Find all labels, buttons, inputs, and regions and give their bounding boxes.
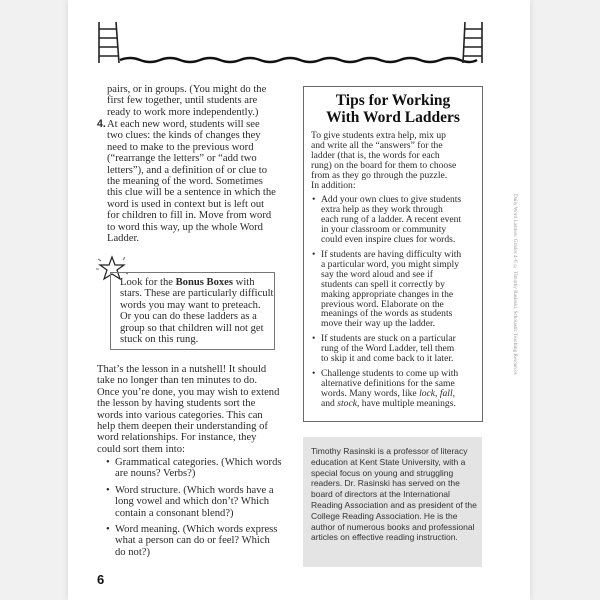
tips-title: Tips for Working With Word Ladders: [326, 92, 460, 126]
list-item-text: [321, 369, 461, 409]
list-item: [312, 367, 461, 409]
list-item-text: Word meaning. (Which words express what a person can do or feel? Which do not?): [115, 524, 278, 558]
left-ladder-icon: [99, 22, 119, 63]
tips-intro: To give students extra help, mix up and write all the “answers” for the ladder (that is, the words for each rung) on the board for them to choose from as they go through the puzzle. In addition:: [311, 130, 457, 191]
bullet: •: [106, 484, 110, 496]
list-item-text: Grammatical categories. (Which words are nouns? Verbs?): [115, 457, 282, 480]
tips-box: [303, 86, 483, 422]
text: and: [321, 397, 335, 409]
author-bio-box: [303, 437, 482, 567]
example-words: lock, fall,: [419, 387, 456, 399]
bonus-boxes-emphasis: Bonus Boxes: [175, 277, 234, 288]
category-list: [106, 457, 282, 563]
page-number: 6: [97, 572, 105, 587]
tips-list: [312, 194, 462, 409]
nutshell-paragraph: That’s the lesson in a nutshell! It should take no longer than ten minutes to do. Once you’re done, you may wish to extend the lesson by having students sort the words into various categories. This can help them deepen their understanding of word relationships. For instance, they could sort them into:: [97, 364, 280, 455]
list-item-text: Word structure. (Which words have a long vowel and which don’t? Which contain a consonant blend?): [115, 484, 274, 519]
bullet: •: [312, 367, 316, 379]
list-item: [312, 194, 462, 246]
bullet: •: [106, 457, 110, 468]
bonus-box-tip: [110, 272, 275, 350]
list-item-text: If students are stuck on a particular rung of the Word Ladder, tell them to skip it and come back to it later.: [321, 333, 456, 365]
bonus-text-lead: Look for the: [120, 277, 176, 288]
side-credit: Daily Word Ladders: Grades 4–6 © Timothy Rasinski, Scholastic Teaching Resources: [512, 194, 518, 375]
right-ladder-icon: [463, 22, 482, 63]
list-item: [312, 333, 461, 365]
text: Challenge students to come up with alternative definitions for the same words. Many words, like: [321, 367, 459, 399]
list-item-text: Add your own clues to give students extra help as they work through each rung of a ladder. A recent event in your classroom or community could even inspire clues for words.: [321, 194, 462, 246]
bonus-text-rest: with stars. These are particularly difficult words you may want to preteach. Or you can do these ladders as a group so that children will not get stuck on this rung.: [120, 277, 274, 346]
text: have multiple meanings.: [359, 397, 456, 409]
list-item: [106, 457, 282, 480]
step-number: 4.: [97, 118, 106, 130]
list-item: [106, 524, 282, 558]
bonus-box-text: [120, 277, 273, 345]
bullet: •: [312, 333, 316, 345]
list-item: [312, 248, 462, 330]
author-bio-text: Timothy Rasinski is a professor of literacy education at Kent State University, with a special focus on young and struggling readers. Dr. Rasinski has served on the board of directors at the International Reading Association and as president of the College Reading Association. He is the author of numerous books and professional articles on effective reading instruction.: [311, 446, 477, 543]
bullet: •: [312, 248, 316, 260]
step-4-text: At each new word, students will see two clues: the kinds of changes they need to make to the previous word (“rearrange the letters” or “add two letters”), and a definition of or clue to the meaning of the word. Sometimes this clue will be a sentence in which the word is used in context but is left out for children to fill in. Move from word to word this way, up the whole Word Ladder.: [107, 119, 276, 245]
tips-body: [311, 131, 461, 414]
wavy-line: [120, 58, 477, 62]
step-4: [97, 118, 276, 245]
list-item: [106, 484, 282, 519]
bullet: •: [312, 194, 316, 206]
paragraph-continued: pairs, or in groups. (You might do the first few together, until students are ready to work more independently.): [107, 84, 267, 118]
bullet: •: [106, 524, 110, 536]
ladder-header-decoration: [95, 18, 490, 68]
list-item-text: If students are having difficulty with a particular word, you might simply say the word aloud and see if students can spell it correctly by making appropriate changes in the previous word. Elaborate on the meanings of the words as students move their way up the ladder.: [321, 248, 462, 330]
example-word: stock,: [337, 397, 360, 409]
